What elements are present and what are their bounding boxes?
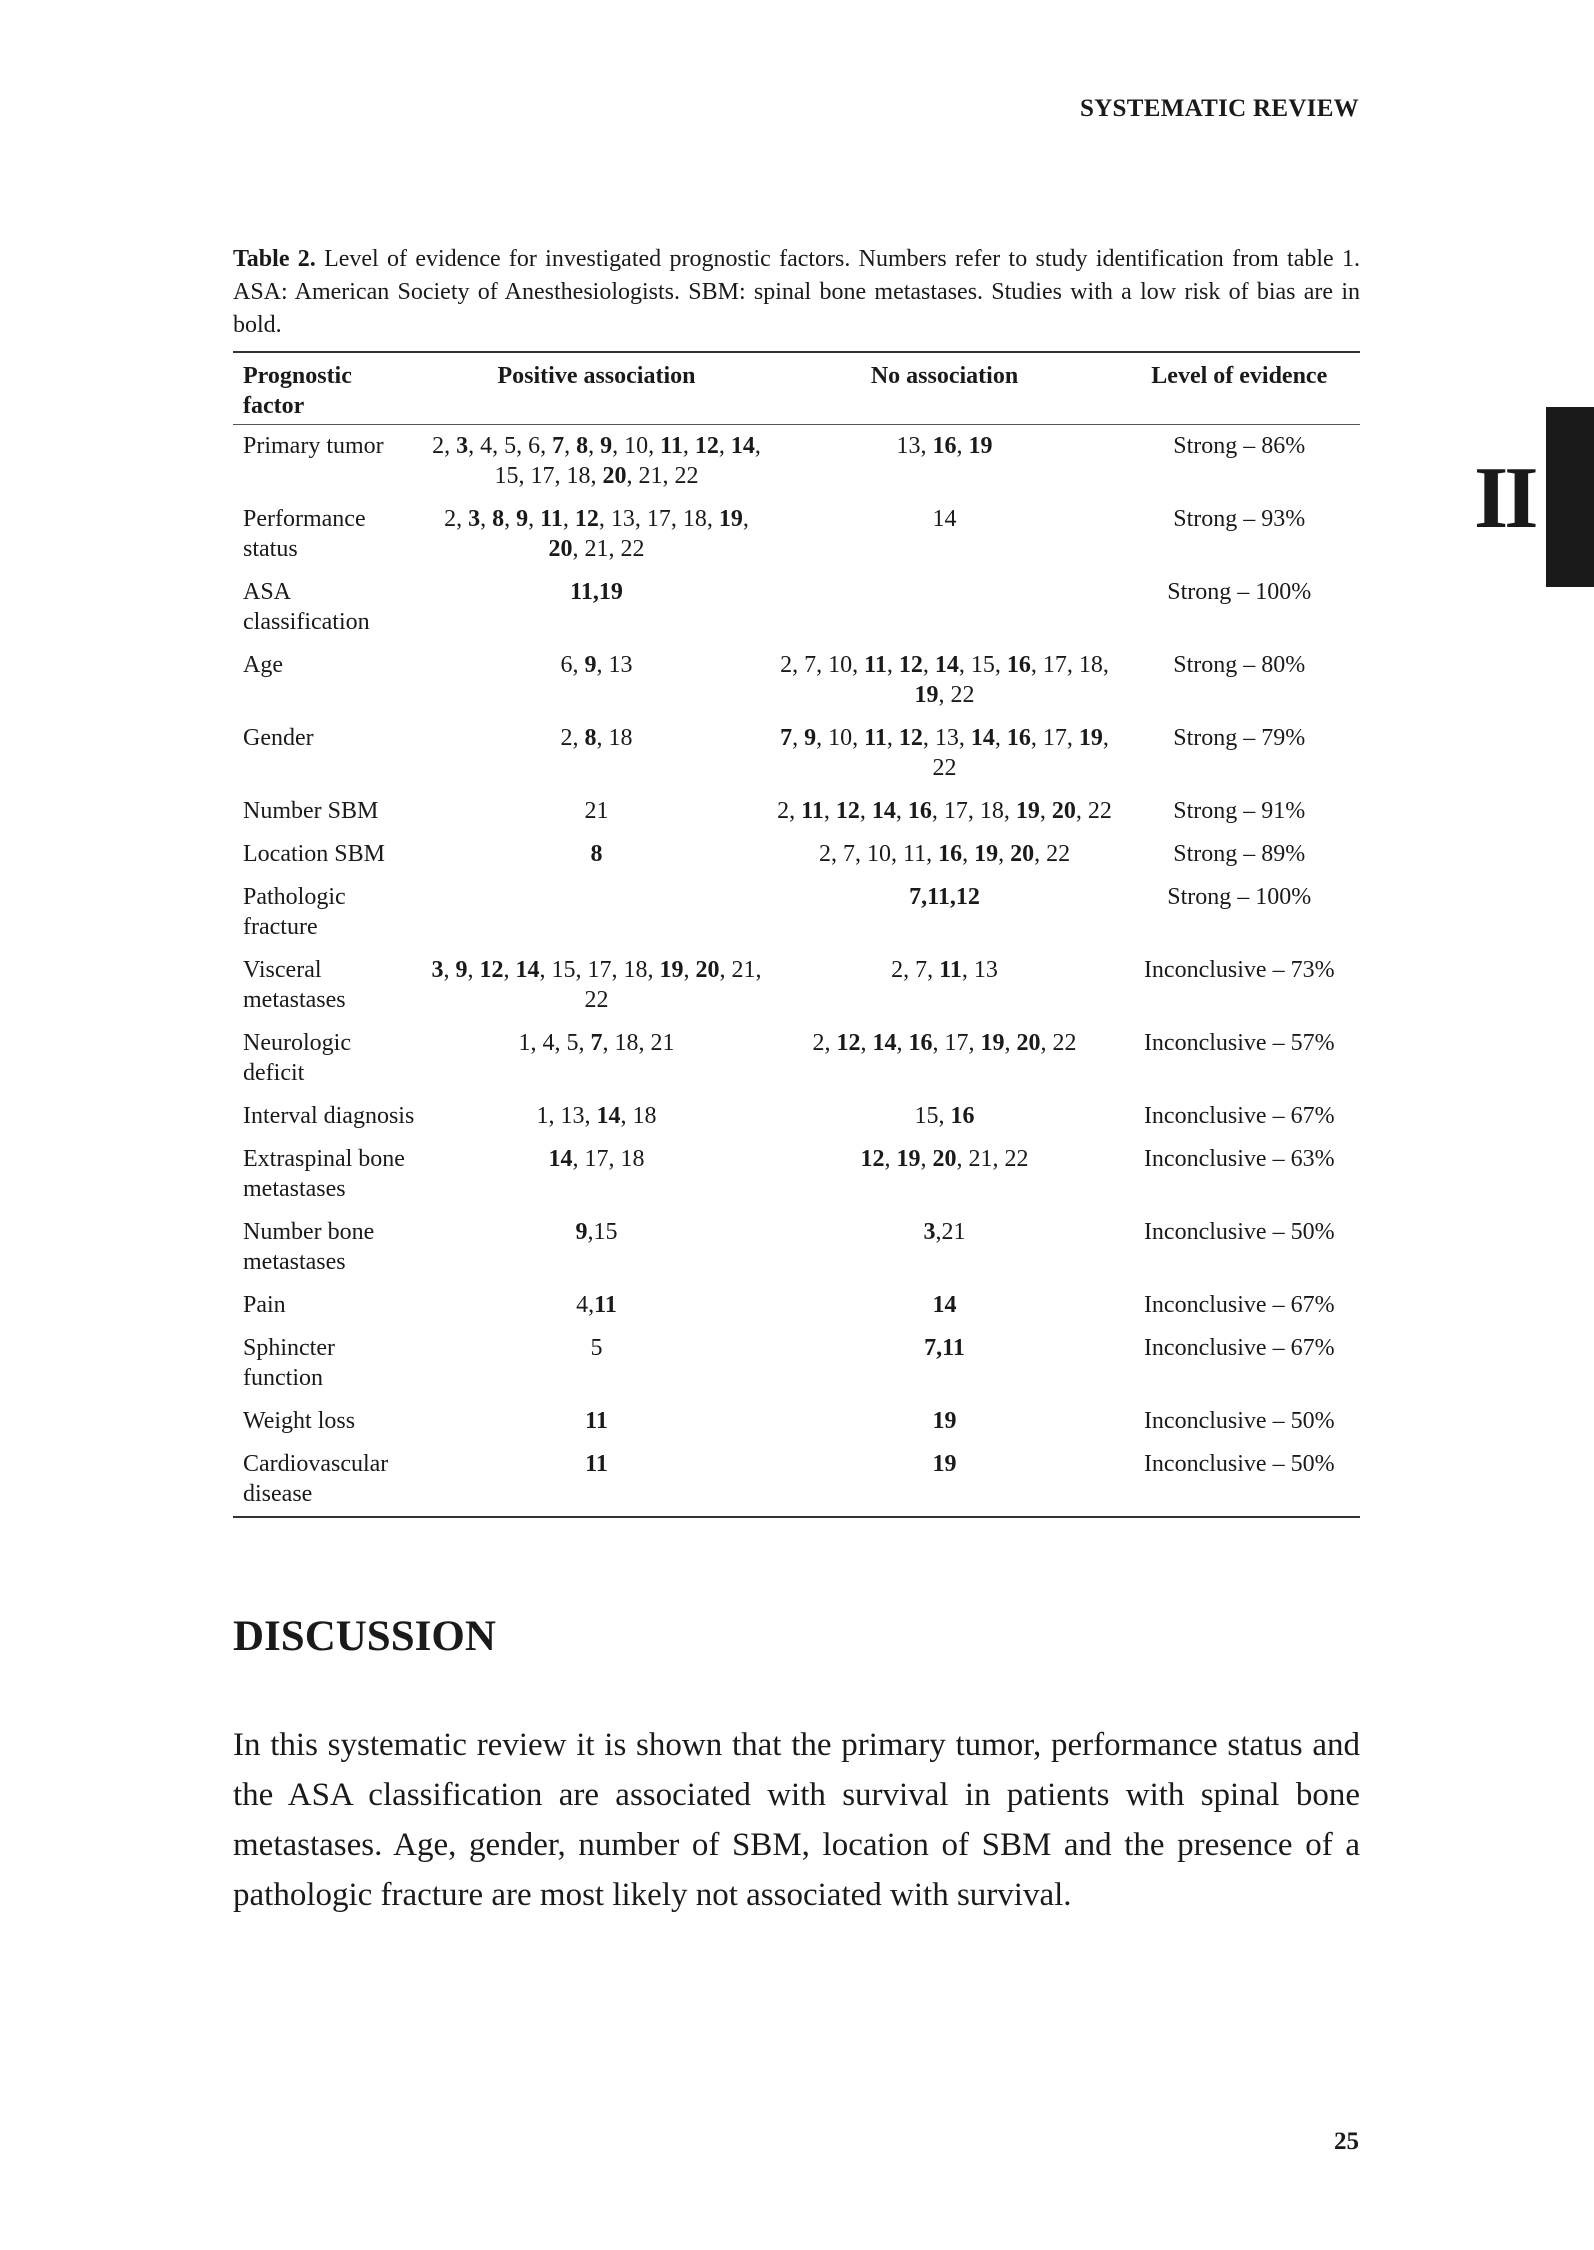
positive-association-cell: 14, 17, 18 xyxy=(548,1146,645,1172)
level-of-evidence-cell: Strong – 79% xyxy=(1173,725,1306,751)
no-association-cell: 2, 7, 10, 11, 12, 14, 15, 16, 17, 18, 19, 22 xyxy=(780,652,1109,708)
study-number: 9 xyxy=(575,1219,588,1245)
table-row xyxy=(233,1284,1360,1327)
study-number: 19 xyxy=(932,1408,957,1434)
discussion-heading: DISCUSSION xyxy=(233,1613,496,1660)
table-row xyxy=(233,949,1360,1022)
positive-association-cell xyxy=(422,1211,770,1284)
study-number: 8 xyxy=(584,725,597,751)
study-number: 21 xyxy=(638,463,663,489)
study-number: 13 xyxy=(560,1103,585,1129)
study-number: 20 xyxy=(932,1146,957,1172)
study-number: 16 xyxy=(950,1103,975,1129)
prognostic-factor-cell: Number bone metastases xyxy=(243,1219,375,1275)
study-number: 16 xyxy=(1006,725,1031,751)
table-row xyxy=(233,1095,1360,1138)
column-header-prognostic-factor: Prognostic factor xyxy=(243,363,352,419)
table-row xyxy=(233,1327,1360,1400)
prognostic-factor-cell: Visceral metastases xyxy=(243,957,346,1013)
level-of-evidence-cell: Inconclusive – 67% xyxy=(1143,1103,1335,1129)
study-number: 12 xyxy=(898,652,923,678)
no-association-cell: 15, 16 xyxy=(914,1103,975,1129)
study-number: 17 xyxy=(587,957,612,983)
level-of-evidence-cell: Strong – 100% xyxy=(1167,884,1312,910)
chapter-numeral: II xyxy=(1474,450,1535,547)
study-number: 11 xyxy=(585,1408,608,1434)
study-number: 11 xyxy=(902,841,927,867)
prognostic-factor-cell: Weight loss xyxy=(243,1408,356,1434)
study-number: 20 xyxy=(1016,1030,1041,1056)
study-number: 18 xyxy=(979,798,1004,824)
study-number: 12 xyxy=(574,506,599,532)
no-association-cell: 2, 11, 12, 14, 16, 17, 18, 19, 20, 22 xyxy=(777,798,1112,824)
study-number: 22 xyxy=(932,755,957,781)
study-number: 14 xyxy=(515,957,540,983)
study-number: 2 xyxy=(891,957,904,983)
study-number: 13 xyxy=(610,506,635,532)
table-row xyxy=(233,790,1360,833)
level-of-evidence-cell: Strong – 93% xyxy=(1173,506,1306,532)
study-number: 4, xyxy=(576,1292,595,1318)
study-number: 10 xyxy=(866,841,891,867)
level-of-evidence-cell: Strong – 100% xyxy=(1167,579,1312,605)
study-number: 11 xyxy=(660,433,683,459)
study-number: 9 xyxy=(600,433,613,459)
table-caption-text: Level of evidence for investigated prognostic factors. Numbers refer to study identification from table 1. ASA: American Society of Anesthesiologists. SBM: spinal bone metastases. Studies with a low risk of bias are in bold. xyxy=(233,246,1360,338)
study-number: 21 xyxy=(968,1146,993,1172)
study-number: 6 xyxy=(560,652,573,678)
study-number: 2 xyxy=(777,798,790,824)
positive-association-cell xyxy=(422,876,770,949)
table-row xyxy=(233,717,1360,790)
level-of-evidence-cell: Inconclusive – 67% xyxy=(1143,1292,1335,1318)
level-of-evidence-cell: Inconclusive – 50% xyxy=(1143,1451,1335,1477)
prognostic-factor-cell: Interval diagnosis xyxy=(243,1103,415,1129)
no-association-cell: 12, 19, 20, 21, 22 xyxy=(860,1146,1029,1172)
no-association-cell xyxy=(771,1284,1119,1327)
positive-association-cell xyxy=(422,790,770,833)
study-number: 13 xyxy=(973,957,998,983)
study-number: 17 xyxy=(646,506,671,532)
table-row xyxy=(233,1022,1360,1095)
study-number: 7,11 xyxy=(924,1335,965,1361)
study-number: 9 xyxy=(516,506,529,532)
study-number: 14 xyxy=(730,433,755,459)
study-number: 11 xyxy=(939,957,962,983)
table-row xyxy=(233,644,1360,717)
study-number: 12 xyxy=(898,725,923,751)
study-number: 21 xyxy=(731,957,756,983)
study-number: 11 xyxy=(864,652,887,678)
no-association-cell xyxy=(771,1443,1119,1517)
study-number: 7 xyxy=(780,725,793,751)
study-number: 6 xyxy=(528,433,541,459)
study-number: 17 xyxy=(584,1146,609,1172)
positive-association-cell: 2, 3, 8, 9, 11, 12, 13, 17, 18, 19, 20, 21, 22 xyxy=(444,506,749,562)
no-association-cell: 13, 16, 19 xyxy=(896,433,993,459)
study-number: 21 xyxy=(584,798,609,824)
study-number: 21 xyxy=(584,536,609,562)
study-number: 22 xyxy=(584,987,609,1013)
no-association-cell: 2, 12, 14, 16, 17, 19, 20, 22 xyxy=(812,1030,1077,1056)
table-row xyxy=(233,1443,1360,1517)
table-caption-label: Table 2. xyxy=(233,246,316,272)
study-number: 12 xyxy=(860,1146,885,1172)
study-number: 13 xyxy=(608,652,633,678)
chapter-side-tab xyxy=(1546,407,1594,587)
table-row xyxy=(233,833,1360,876)
study-number: 17 xyxy=(1042,725,1067,751)
prognostic-factor-cell: Gender xyxy=(243,725,314,751)
study-number: 18 xyxy=(620,1146,645,1172)
study-number: 7 xyxy=(552,433,565,459)
study-number: 19 xyxy=(718,506,743,532)
study-number: 19 xyxy=(932,1451,957,1477)
level-of-evidence-cell: Strong – 86% xyxy=(1173,433,1306,459)
column-header-positive-association: Positive association xyxy=(497,363,696,389)
no-association-cell: 7, 9, 10, 11, 12, 13, 14, 16, 17, 19, 22 xyxy=(780,725,1109,781)
level-of-evidence-cell: Strong – 89% xyxy=(1173,841,1306,867)
table-header-row xyxy=(233,352,1360,425)
study-number: 7,11,12 xyxy=(909,884,980,910)
study-number: 16 xyxy=(932,433,957,459)
study-number: 19 xyxy=(896,1146,921,1172)
study-number: 19 xyxy=(1015,798,1040,824)
study-number: 8 xyxy=(590,841,603,867)
positive-association-cell xyxy=(422,833,770,876)
level-of-evidence-cell: Inconclusive – 67% xyxy=(1143,1335,1335,1361)
study-number: 17 xyxy=(943,798,968,824)
running-header: SYSTEMATIC REVIEW xyxy=(1079,95,1359,122)
positive-association-cell xyxy=(422,571,770,644)
study-number: 11 xyxy=(801,798,824,824)
no-association-cell xyxy=(771,1327,1119,1400)
study-number: 14 xyxy=(934,652,959,678)
study-number: 18 xyxy=(614,1030,639,1056)
positive-association-cell xyxy=(422,1327,770,1400)
study-number: 22 xyxy=(1087,798,1112,824)
study-number: 10 xyxy=(828,652,853,678)
positive-association-cell: 2, 3, 4, 5, 6, 7, 8, 9, 10, 11, 12, 14, 15, 17, 18, 20, 21, 22 xyxy=(432,433,761,489)
study-number: 14 xyxy=(548,1146,573,1172)
study-number: 7 xyxy=(804,652,817,678)
prognostic-factor-cell: Primary tumor xyxy=(243,433,384,459)
study-number: 18 xyxy=(682,506,707,532)
prognostic-factor-cell: Performance status xyxy=(243,506,366,562)
study-number: 20 xyxy=(695,957,720,983)
study-number: 22 xyxy=(1046,841,1071,867)
level-of-evidence-cell: Inconclusive – 50% xyxy=(1143,1219,1335,1245)
study-number: 2 xyxy=(780,652,793,678)
study-number: 8 xyxy=(492,506,505,532)
level-of-evidence-cell: Inconclusive – 50% xyxy=(1143,1408,1335,1434)
study-number: 22 xyxy=(1004,1146,1029,1172)
no-association-cell: 2, 7, 11, 13 xyxy=(891,957,998,983)
study-number: 14 xyxy=(970,725,995,751)
prognostic-factor-cell: Location SBM xyxy=(243,841,385,867)
study-number: 8 xyxy=(576,433,589,459)
study-number: 18 xyxy=(566,463,591,489)
positive-association-cell: 6, 9, 13 xyxy=(560,652,633,678)
no-association-cell xyxy=(771,1211,1119,1284)
study-number: 10 xyxy=(624,433,649,459)
level-of-evidence-cell: Strong – 80% xyxy=(1173,652,1306,678)
study-number: 7 xyxy=(842,841,855,867)
positive-association-cell: 2, 8, 18 xyxy=(560,725,633,751)
positive-association-cell: 1, 4, 5, 7, 18, 21 xyxy=(518,1030,675,1056)
study-number: 20 xyxy=(548,536,573,562)
study-number: 2 xyxy=(812,1030,825,1056)
level-of-evidence-cell: Inconclusive – 73% xyxy=(1143,957,1335,983)
study-number: 19 xyxy=(980,1030,1005,1056)
no-association-cell xyxy=(771,1400,1119,1443)
study-number: 15 xyxy=(551,957,576,983)
table-header xyxy=(233,352,1360,425)
study-number: 17 xyxy=(530,463,555,489)
study-number: 11 xyxy=(864,725,887,751)
study-number: 3 xyxy=(468,506,481,532)
table-row xyxy=(233,876,1360,949)
study-number: 12 xyxy=(694,433,719,459)
no-association-cell xyxy=(771,571,1119,644)
prognostic-factor-cell: Age xyxy=(243,652,283,678)
study-number: 14 xyxy=(932,506,957,532)
study-number: 4 xyxy=(480,433,493,459)
study-number: 13 xyxy=(934,725,959,751)
table-body xyxy=(233,425,1360,1518)
table-row xyxy=(233,498,1360,571)
study-number: 3 xyxy=(923,1219,936,1245)
study-number: 10 xyxy=(828,725,853,751)
prognostic-factor-cell: Cardiovascular disease xyxy=(243,1451,389,1507)
prognostic-factor-cell: Neurologic deficit xyxy=(243,1030,351,1086)
study-number: 1 xyxy=(536,1103,549,1129)
study-number: 9 xyxy=(455,957,468,983)
study-number: 14 xyxy=(932,1292,957,1318)
prognostic-factor-cell: ASA classification xyxy=(243,579,370,635)
evidence-table xyxy=(233,351,1360,1518)
study-number: 16 xyxy=(938,841,963,867)
study-number: 11 xyxy=(585,1451,608,1477)
prognostic-factor-cell: Pathologic fracture xyxy=(243,884,346,940)
study-number: 13 xyxy=(896,433,921,459)
study-number: 2 xyxy=(560,725,573,751)
table-row xyxy=(233,1400,1360,1443)
study-number: 15 xyxy=(970,652,995,678)
study-number: 5 xyxy=(566,1030,579,1056)
column-header-level-of-evidence: Level of evidence xyxy=(1151,363,1328,389)
study-number: 1 xyxy=(518,1030,531,1056)
study-number: 19 xyxy=(1078,725,1103,751)
prognostic-factor-cell: Number SBM xyxy=(243,798,379,824)
study-number: 19 xyxy=(974,841,999,867)
level-of-evidence-cell: Inconclusive – 63% xyxy=(1143,1146,1335,1172)
study-number: 17 xyxy=(1042,652,1067,678)
positive-association-cell: 1, 13, 14, 18 xyxy=(536,1103,657,1129)
table-caption xyxy=(233,243,1360,342)
study-number: 20 xyxy=(602,463,627,489)
study-number: 11,19 xyxy=(570,579,623,605)
study-number: 12 xyxy=(479,957,504,983)
study-number: 12 xyxy=(835,798,860,824)
study-number: 22 xyxy=(674,463,699,489)
table-row xyxy=(233,1211,1360,1284)
study-number: 22 xyxy=(1052,1030,1077,1056)
study-number: 11 xyxy=(540,506,563,532)
level-of-evidence-cell: Inconclusive – 57% xyxy=(1143,1030,1335,1056)
study-number: 15 xyxy=(494,463,519,489)
study-number: 4 xyxy=(542,1030,555,1056)
no-association-cell xyxy=(771,876,1119,949)
table-row xyxy=(233,571,1360,644)
table-row xyxy=(233,425,1360,499)
study-number: 12 xyxy=(836,1030,861,1056)
study-number: 3 xyxy=(456,433,469,459)
study-number: 14 xyxy=(871,798,896,824)
study-number: 2 xyxy=(818,841,831,867)
study-number: 16 xyxy=(1006,652,1031,678)
study-number: 18 xyxy=(632,1103,657,1129)
table-row xyxy=(233,1138,1360,1211)
study-number: 17 xyxy=(944,1030,969,1056)
study-number: 5 xyxy=(590,1335,603,1361)
study-number: 15 xyxy=(914,1103,939,1129)
study-number: 9 xyxy=(584,652,597,678)
positive-association-cell xyxy=(422,1284,770,1327)
study-number: 2 xyxy=(432,433,445,459)
study-number: 19 xyxy=(914,682,939,708)
study-number: 16 xyxy=(907,798,932,824)
prognostic-factor-cell: Sphincter function xyxy=(243,1335,335,1391)
study-number: 7 xyxy=(915,957,928,983)
study-number: 21 xyxy=(650,1030,675,1056)
study-number: 3 xyxy=(431,957,444,983)
column-header-no-association: No association xyxy=(870,363,1019,389)
study-number: ,15 xyxy=(587,1219,618,1245)
study-number: 18 xyxy=(1078,652,1103,678)
study-number: 7 xyxy=(590,1030,603,1056)
positive-association-cell xyxy=(422,1443,770,1517)
study-number: 22 xyxy=(620,536,645,562)
study-number: 18 xyxy=(608,725,633,751)
discussion-paragraph: In this systematic review it is shown that the primary tumor, performance status and the ASA classification are associated with survival in patients with spinal bone metastases. Age, gender, number of SBM, location of SBM and the presence of a pathologic fracture are most likely not associated with survival. xyxy=(233,1727,1360,1913)
study-number: 9 xyxy=(804,725,817,751)
study-number: 14 xyxy=(596,1103,621,1129)
prognostic-factor-cell: Pain xyxy=(243,1292,286,1318)
page-number: 25 xyxy=(1334,2128,1359,2155)
study-number: 11 xyxy=(594,1292,617,1318)
study-number: 19 xyxy=(968,433,993,459)
study-number: 19 xyxy=(659,957,684,983)
no-association-cell: 2, 7, 10, 11, 16, 19, 20, 22 xyxy=(818,841,1071,867)
study-number: 22 xyxy=(950,682,975,708)
evidence-table-container xyxy=(233,351,1360,1518)
study-number: ,21 xyxy=(935,1219,966,1245)
study-number: 5 xyxy=(504,433,517,459)
study-number: 2 xyxy=(444,506,457,532)
prognostic-factor-cell: Extraspinal bone metastases xyxy=(243,1146,405,1202)
positive-association-cell: 3, 9, 12, 14, 15, 17, 18, 19, 20, 21, 22 xyxy=(431,957,762,1013)
study-number: 20 xyxy=(1010,841,1035,867)
study-number: 16 xyxy=(908,1030,933,1056)
level-of-evidence-cell: Strong – 91% xyxy=(1173,798,1306,824)
positive-association-cell xyxy=(422,1400,770,1443)
study-number: 14 xyxy=(872,1030,897,1056)
no-association-cell xyxy=(771,498,1119,571)
study-number: 20 xyxy=(1051,798,1076,824)
study-number: 18 xyxy=(623,957,648,983)
